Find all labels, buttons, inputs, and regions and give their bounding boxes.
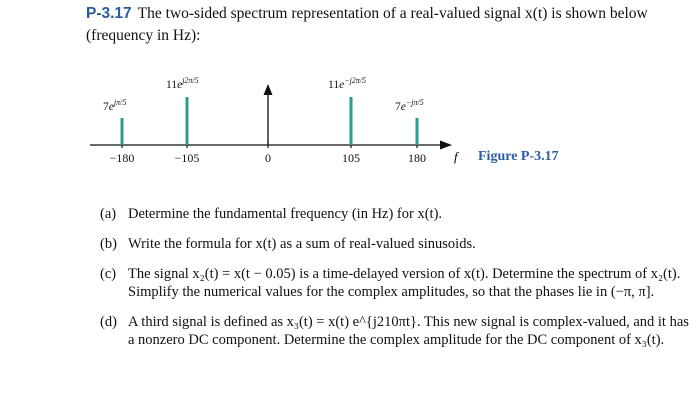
question-label: (d) <box>100 314 117 330</box>
problem-intro-text: The two-sided spectrum representation of a real-valued signal x(t) is shown below (frequency in Hz): <box>86 5 648 44</box>
question-c <box>100 265 690 301</box>
question-list <box>100 205 690 361</box>
line-label-m180: $7e^{j\pi/5}$ <box>103 98 127 113</box>
question-label: (a) <box>100 206 117 222</box>
question-text: Write the formula for x(t) as a sum of real-valued sinusoids. <box>128 236 476 252</box>
question-text: Determine the fundamental frequency (in Hz) for x(t). <box>128 206 443 222</box>
question-label: (b) <box>100 236 117 252</box>
spectrum-figure <box>0 0 700 200</box>
tick-label-zero: 0 <box>265 151 271 165</box>
axis-arrowhead <box>440 141 452 150</box>
question-a <box>100 205 690 223</box>
question-label: (c) <box>100 266 117 282</box>
tick-label-p105: 105 <box>342 151 360 165</box>
question-text: A third signal is defined as x₃(t) = x(t) e^{j210πt}. This new signal is complex-valued, and it has a nonzero DC component. Determine the complex amplitude for the DC component of x₃(t). <box>128 314 689 348</box>
question-text: The signal x₂(t) = x(t − 0.05) is a time-delayed version of x(t). Determine the spectrum of x₂(t). Simplify the numerical values for the complex amplitudes, so that the phases lie in (−π, π]. <box>128 266 681 300</box>
line-label-m105: $11e^{j2\pi/5}$ <box>166 76 199 91</box>
problem-number: P-3.17 <box>86 5 132 22</box>
figure-caption: Figure P-3.17 <box>478 149 559 164</box>
question-d <box>100 313 690 349</box>
tick-label-m180: −180 <box>109 151 135 165</box>
question-b <box>100 235 690 253</box>
line-label-p105: $11e^{-j2\pi/5}$ <box>328 76 367 91</box>
tick-label-p180: 180 <box>408 151 426 165</box>
amplitude-axis-arrowhead <box>264 84 273 95</box>
line-label-p180: $7e^{-j\pi/5}$ <box>395 98 424 113</box>
axis-label-f: f <box>454 149 458 164</box>
tick-label-m105: −105 <box>174 151 200 165</box>
